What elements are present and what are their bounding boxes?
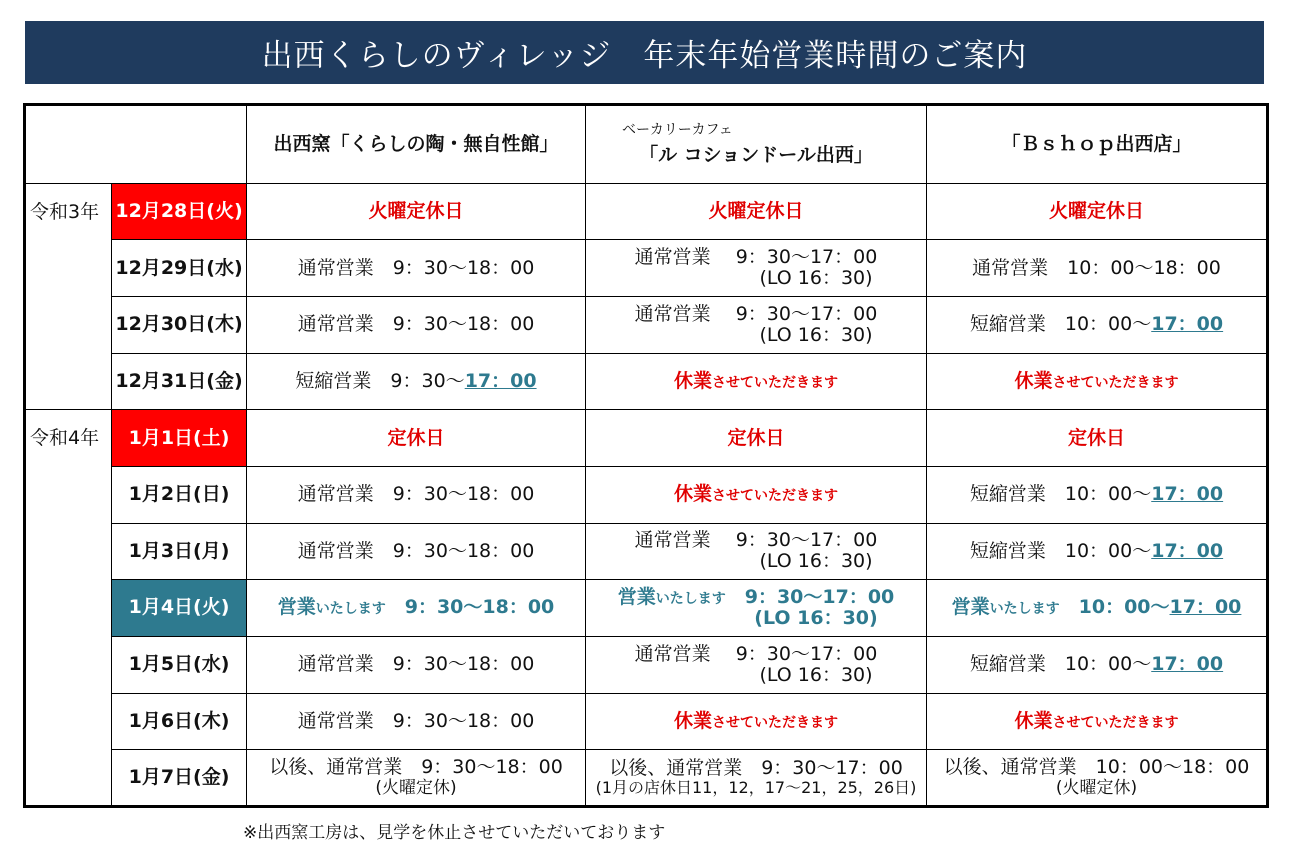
schedule-cell — [927, 693, 1268, 750]
closed-sub-text: させていただきます — [712, 374, 838, 391]
closed-label: 定休日 — [387, 426, 445, 449]
schedule-cell — [586, 693, 927, 750]
table-row — [25, 353, 1268, 410]
schedule-cell — [247, 580, 586, 637]
short-end-time: 17：00 — [1151, 653, 1224, 676]
date-cell: 1月5日(水) — [112, 636, 247, 693]
closed-main-text: 休業 — [673, 709, 712, 732]
closed-main-text: 休業 — [1014, 369, 1053, 392]
schedule-cell — [586, 410, 927, 467]
schedule-cell — [927, 297, 1268, 354]
schedule-cell — [247, 750, 586, 807]
short-end-time: 17：00 — [464, 369, 537, 392]
closed-label: 火曜定休日 — [1048, 199, 1144, 222]
open-sub-text: いたします — [315, 601, 386, 618]
after-hours-text: 以後、通常営業 9：30〜17：00 — [609, 757, 903, 780]
closed-label: 火曜定休日 — [708, 199, 804, 222]
closed-label: 定休日 — [727, 426, 785, 449]
open-main-text: 営業 — [617, 585, 656, 608]
schedule-cell — [586, 750, 927, 807]
hours-text: 通常営業 9：30〜17：00 — [634, 302, 878, 325]
after-hours-text: 以後、通常営業 10：00〜18：00 — [943, 756, 1250, 779]
year-label-r4: 令和4年 — [25, 410, 112, 807]
closed-sub-text: させていただきます — [712, 488, 838, 505]
date-cell: 12月28日(火) — [112, 183, 247, 240]
short-hours-text: 短縮営業 10：00〜 — [969, 483, 1152, 506]
schedule-cell — [927, 636, 1268, 693]
date-cell: 12月30日(木) — [112, 297, 247, 354]
page-title — [25, 21, 1264, 84]
short-hours-text: 短縮営業 10：00〜 — [969, 653, 1152, 676]
open-main-text: 営業 — [951, 596, 990, 619]
table-row — [25, 240, 1268, 297]
page-title-text: 出西くらしのヴィレッジ 年末年始営業時間のご案内 — [261, 38, 1028, 74]
header-shop-2 — [586, 105, 927, 184]
schedule-cell — [586, 636, 927, 693]
last-order-text: (LO 16：30) — [759, 663, 873, 686]
schedule-cell: 通常営業 9：30〜18：00 — [247, 693, 586, 750]
table-row — [25, 580, 1268, 637]
header-shop-3 — [927, 105, 1268, 184]
schedule-cell: 通常営業 9：30〜18：00 — [247, 297, 586, 354]
table-row — [25, 523, 1268, 580]
date-cell: 1月4日(火) — [112, 580, 247, 637]
short-hours-text: 短縮営業 10：00〜 — [969, 313, 1152, 336]
shop-1-name: 出西窯「くらしの陶・無自性館」 — [273, 132, 559, 155]
date-cell: 12月29日(水) — [112, 240, 247, 297]
schedule-cell: 通常営業 9：30〜18：00 — [247, 466, 586, 523]
after-note-text: (1月の店休日11，12，17〜21，25，26日) — [595, 778, 917, 798]
schedule-table — [23, 103, 1269, 808]
closed-sub-text: させていただきます — [1052, 714, 1179, 731]
schedule-cell — [586, 240, 927, 297]
table-row — [25, 297, 1268, 354]
closed-sub-text: させていただきます — [712, 714, 838, 731]
open-hours-text: 9：30〜18：00 — [404, 596, 555, 619]
date-cell: 12月31日(金) — [112, 353, 247, 410]
closed-main-text: 休業 — [673, 369, 712, 392]
date-cell: 1月1日(土) — [112, 410, 247, 467]
last-order-text: (LO 16：30) — [759, 550, 873, 573]
closed-sub-text: させていただきます — [1052, 374, 1179, 391]
shop-2-name: 「ル コションドール出西」 — [639, 143, 873, 166]
schedule-cell — [586, 297, 927, 354]
closed-label: 定休日 — [1067, 426, 1125, 449]
schedule-cell — [247, 410, 586, 467]
open-hours-text: 9：30〜17：00 — [744, 585, 895, 608]
schedule-cell — [927, 523, 1268, 580]
short-end-time: 17：00 — [1151, 539, 1224, 562]
shop-3-name: 「Ｂｓｈｏｐ出西店」 — [1001, 132, 1192, 155]
date-cell: 1月7日(金) — [112, 750, 247, 807]
open-sub-text: いたします — [989, 601, 1060, 618]
schedule-cell: 通常営業 9：30〜18：00 — [247, 636, 586, 693]
schedule-cell — [586, 183, 927, 240]
schedule-cell — [927, 353, 1268, 410]
open-sub-text: いたします — [655, 590, 726, 607]
schedule-cell: 通常営業 9：30〜18：00 — [247, 240, 586, 297]
table-row — [25, 636, 1268, 693]
schedule-cell — [586, 353, 927, 410]
table-row — [25, 693, 1268, 750]
shop-2-subtitle: ベーカリーカフェ — [622, 121, 733, 138]
hours-text: 通常営業 9：30〜17：00 — [634, 642, 878, 665]
table-row — [25, 410, 1268, 467]
schedule-cell — [586, 523, 927, 580]
closed-main-text: 休業 — [673, 483, 712, 506]
open-hours-text: 10：00〜 — [1078, 596, 1170, 619]
last-order-text: (LO 16：30) — [759, 323, 873, 346]
schedule-cell — [927, 410, 1268, 467]
short-end-time: 17：00 — [1151, 483, 1224, 506]
footnote: ※出西窯工房は、見学を休止させていただいております — [243, 823, 666, 843]
schedule-cell — [586, 466, 927, 523]
header-corner — [25, 105, 247, 184]
header-shop-1 — [247, 105, 586, 184]
schedule-cell — [927, 580, 1268, 637]
open-end-time: 17：00 — [1169, 596, 1242, 619]
table-header-row — [25, 105, 1268, 184]
year-label-r3: 令和3年 — [25, 183, 112, 410]
open-main-text: 営業 — [277, 596, 316, 619]
after-hours-text: 以後、通常営業 9：30〜18：00 — [269, 756, 563, 779]
hours-text: 通常営業 9：30〜17：00 — [634, 529, 878, 552]
schedule-cell: 通常営業 10：00〜18：00 — [927, 240, 1268, 297]
closed-label: 火曜定休日 — [368, 199, 464, 222]
schedule-cell — [927, 183, 1268, 240]
schedule-cell: 通常営業 9：30〜18：00 — [247, 523, 586, 580]
short-hours-text: 短縮営業 10：00〜 — [969, 539, 1152, 562]
schedule-cell — [247, 183, 586, 240]
last-order-text: (LO 16：30) — [754, 607, 878, 630]
after-note-text: (火曜定休) — [1055, 777, 1138, 798]
schedule-cell — [927, 750, 1268, 807]
short-end-time: 17：00 — [1151, 313, 1224, 336]
last-order-text: (LO 16：30) — [759, 267, 873, 290]
table-row — [25, 183, 1268, 240]
hours-text: 通常営業 9：30〜17：00 — [634, 245, 878, 268]
schedule-cell — [586, 580, 927, 637]
date-cell: 1月2日(日) — [112, 466, 247, 523]
after-note-text: (火曜定休) — [375, 777, 457, 798]
schedule-cell — [927, 466, 1268, 523]
closed-main-text: 休業 — [1014, 709, 1053, 732]
date-cell: 1月6日(木) — [112, 693, 247, 750]
schedule-cell — [247, 353, 586, 410]
short-hours-text: 短縮営業 9：30〜 — [295, 369, 465, 392]
table-row — [25, 466, 1268, 523]
date-cell: 1月3日(月) — [112, 523, 247, 580]
table-row — [25, 750, 1268, 807]
